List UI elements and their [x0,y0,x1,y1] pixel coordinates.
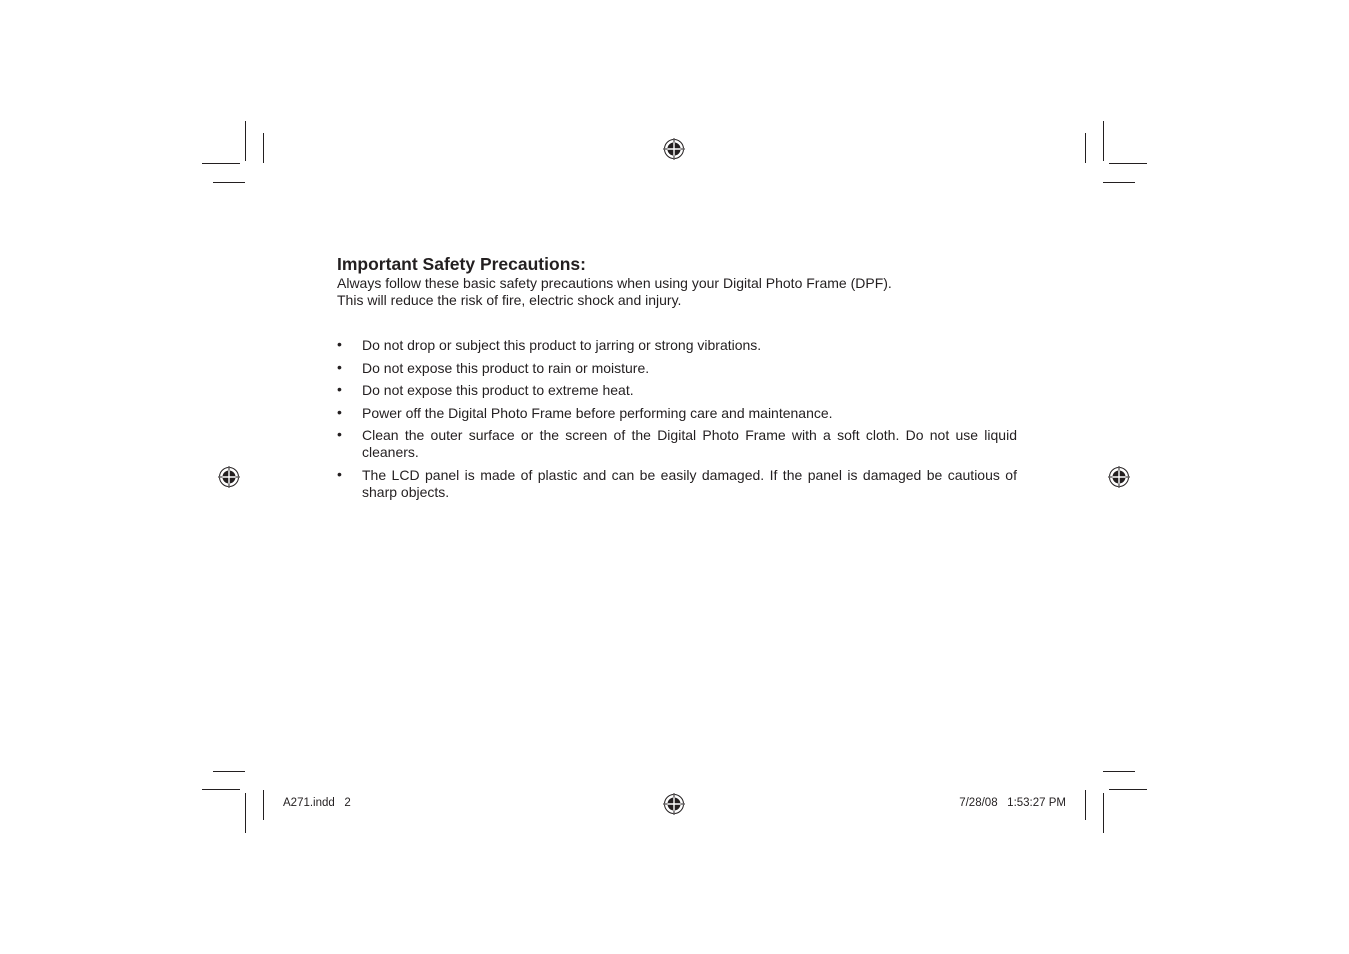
list-item-text: Clean the outer surface or the screen of the Digital Photo Frame with a soft cloth. Do not use liquid cleaners. [362,427,1017,461]
intro-line-2: This will reduce the risk of fire, electric shock and injury. [337,292,682,308]
list-item-text: Do not expose this product to extreme heat. [362,382,634,399]
slug-filename: A271.indd 2 [283,797,351,809]
list-item [337,427,1017,461]
bullet-icon: • [337,426,342,443]
crop-mark-top-left-horizontal-upper [202,163,240,164]
crop-mark-top-right-vertical-outer [1103,121,1104,161]
crop-mark-top-right-horizontal-upper [1109,163,1147,164]
slug-timestamp: 7/28/08 1:53:27 PM [959,797,1066,809]
crop-mark-bottom-left-horizontal-lower [202,789,240,790]
safety-section [337,253,1017,507]
intro-line-1: Always follow these basic safety precautions when using your Digital Photo Frame (DPF). [337,275,892,291]
crop-mark-bottom-right-vertical-outer [1103,793,1104,833]
list-item [337,360,1017,377]
list-item-text: Do not drop or subject this product to jarring or strong vibrations. [362,337,762,353]
crop-mark-bottom-right-horizontal-lower [1109,789,1147,790]
crop-mark-top-left-vertical-inner [263,133,264,163]
section-heading: Important Safety Precautions: [337,254,586,274]
bullet-icon: • [337,336,342,352]
registration-mark-icon-left [218,466,240,488]
crop-mark-top-right-vertical-inner [1085,133,1086,163]
precautions-list [337,337,1017,501]
list-item-text: Do not expose this product to rain or moisture. [362,359,650,376]
crop-mark-bottom-left-horizontal-upper [213,771,245,772]
list-item-text: The LCD panel is made of plastic and can be easily damaged. If the panel is damaged be cautious of sharp objects. [362,466,1017,500]
crop-mark-bottom-right-horizontal-upper [1103,771,1135,772]
registration-mark-icon-right [1108,466,1130,488]
bullet-icon: • [337,403,342,420]
crop-mark-bottom-left-vertical-inner [263,790,264,820]
list-item-text: Power off the Digital Photo Frame before performing care and maintenance. [362,404,833,421]
crop-mark-bottom-right-vertical-inner [1085,790,1086,820]
list-item [337,405,1017,422]
crop-mark-top-left-horizontal-lower [213,182,245,183]
bullet-icon: • [337,358,342,375]
crop-mark-bottom-left-vertical-outer [245,793,246,833]
bullet-icon: • [337,465,342,482]
registration-mark-icon-top [663,138,685,160]
crop-mark-top-left-vertical-outer [245,121,246,161]
bullet-icon: • [337,381,342,398]
list-item [337,467,1017,501]
crop-mark-top-right-horizontal-lower [1103,182,1135,183]
list-item [337,337,1017,354]
registration-mark-icon-bottom [663,793,685,815]
list-item [337,382,1017,399]
